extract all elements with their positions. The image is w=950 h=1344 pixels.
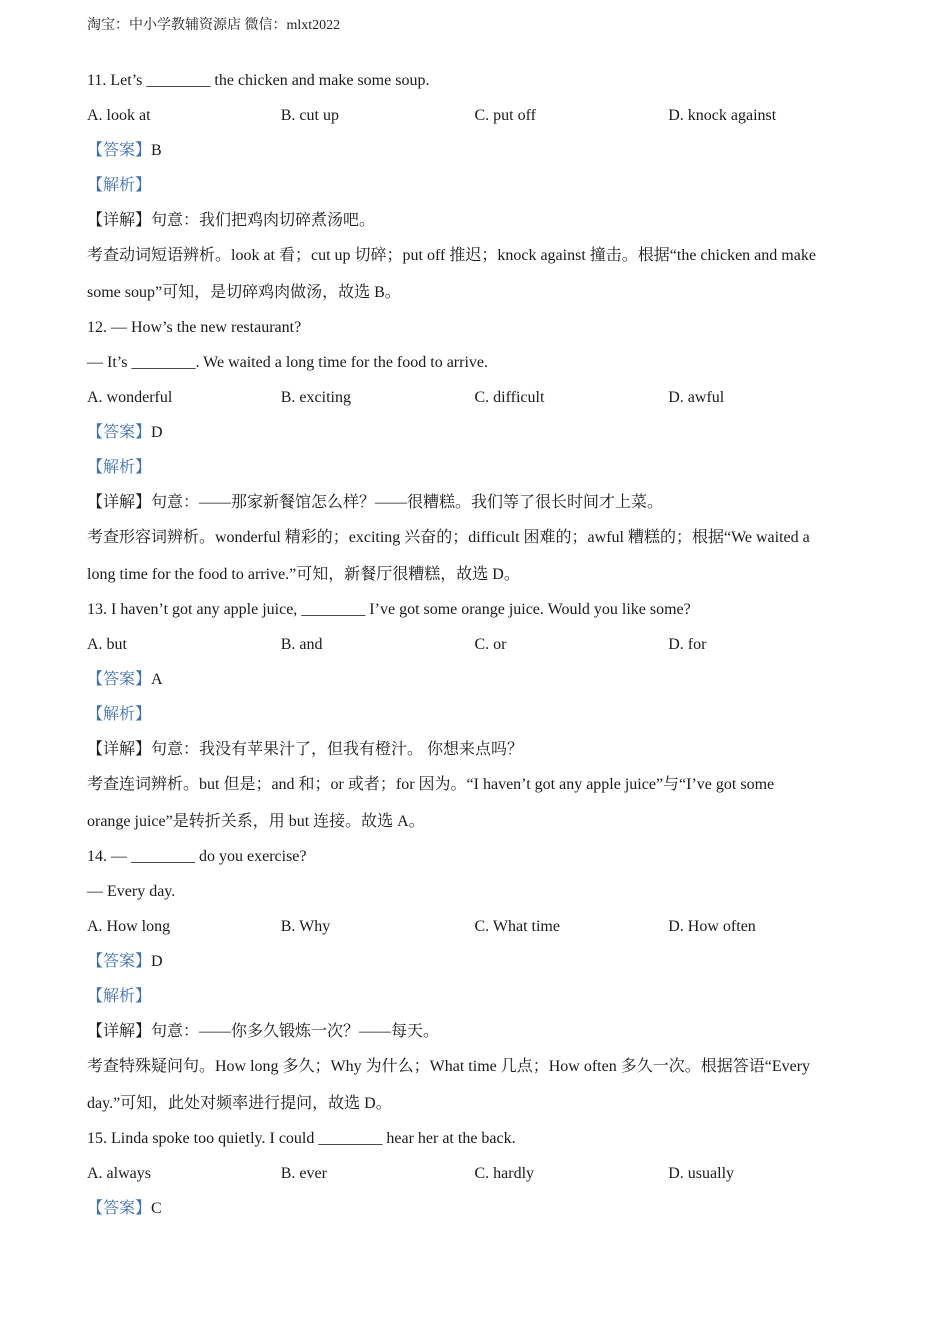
explain-line: 考查特殊疑问句。How long 多久；Why 为什么；What time 几点；How often 多久一次。根据答语“Every: [87, 1058, 811, 1075]
options-row: [87, 917, 862, 937]
option-b: B. Why: [280, 918, 331, 935]
option-c: C. hardly: [474, 1165, 535, 1182]
option-d: D. knock against: [668, 107, 777, 124]
analysis-tag: 【解析】: [87, 988, 152, 1005]
option-b: B. and: [280, 636, 323, 653]
analysis-line: [87, 705, 862, 725]
option-b: B. ever: [280, 1165, 327, 1182]
answer-value: D: [151, 424, 163, 441]
analysis-line: [87, 458, 862, 478]
options-row: [87, 388, 862, 408]
analysis-tag: 【解析】: [87, 177, 152, 194]
option-c: C. What time: [474, 918, 560, 935]
question-stem: 13. I haven’t got any apple juice, ________ I’ve got some orange juice. Would you like some?: [87, 601, 691, 618]
option-a: A. How long: [87, 918, 171, 935]
question-stem: 12. — How’s the new restaurant?: [87, 319, 302, 336]
answer-tag: 【答案】: [87, 953, 152, 970]
analysis-line: [87, 987, 862, 1007]
detail-line: 【详解】句意：——你多久锻炼一次？——每天。: [87, 1023, 440, 1040]
option-a: A. always: [87, 1165, 151, 1182]
answer-line: [87, 141, 862, 161]
question-stem: 11. Let’s ________ the chicken and make some soup.: [87, 72, 430, 89]
options-row: [87, 106, 862, 126]
option-d: D. awful: [668, 389, 725, 406]
answer-line: [87, 1199, 862, 1219]
option-d: D. How often: [668, 918, 756, 935]
answer-value: A: [151, 671, 163, 688]
option-b: B. cut up: [280, 107, 339, 124]
question-stem: — It’s ________. We waited a long time for the food to arrive.: [87, 354, 488, 371]
option-a: A. but: [87, 636, 127, 653]
question-stem: 14. — ________ do you exercise?: [87, 848, 307, 865]
explain-line: long time for the food to arrive.”可知，新餐厅很糟糕，故选 D。: [87, 566, 520, 583]
detail-line: 【详解】句意：——那家新餐馆怎么样？——很糟糕。我们等了很长时间才上菜。: [87, 494, 664, 511]
answer-value: B: [151, 142, 162, 159]
options-row: [87, 1164, 862, 1184]
explain-line: day.”可知，此处对频率进行提问，故选 D。: [87, 1095, 392, 1112]
answer-line: [87, 952, 862, 972]
analysis-tag: 【解析】: [87, 459, 152, 476]
question-stem: 15. Linda spoke too quietly. I could ________ hear her at the back.: [87, 1130, 516, 1147]
option-b: B. exciting: [280, 389, 351, 406]
answer-value: C: [151, 1200, 162, 1217]
option-d: D. for: [668, 636, 707, 653]
option-a: A. look at: [87, 107, 151, 124]
answer-line: [87, 670, 862, 690]
answer-tag: 【答案】: [87, 1200, 152, 1217]
explain-line: 考查形容词辨析。wonderful 精彩的；exciting 兴奋的；difficult 困难的；awful 糟糕的；根据“We waited a: [87, 529, 810, 546]
answer-value: D: [151, 953, 163, 970]
option-c: C. or: [474, 636, 507, 653]
answer-tag: 【答案】: [87, 424, 152, 441]
option-c: C. difficult: [474, 389, 545, 406]
answer-line: [87, 423, 862, 443]
question-list: [87, 71, 862, 1234]
explain-line: 考查动词短语辨析。look at 看；cut up 切碎；put off 推迟；knock against 撞击。根据“the chicken and make: [87, 247, 816, 264]
detail-line: 【详解】句意：我们把鸡肉切碎煮汤吧。: [87, 212, 376, 229]
options-row: [87, 635, 862, 655]
explain-line: orange juice”是转折关系，用 but 连接。故选 A。: [87, 813, 425, 830]
analysis-line: [87, 176, 862, 196]
answer-tag: 【答案】: [87, 671, 152, 688]
explain-line: some soup”可知，是切碎鸡肉做汤，故选 B。: [87, 284, 401, 301]
explain-line: 考查连词辨析。but 但是；and 和；or 或者；for 因为。“I haven’t got any apple juice”与“I’ve got some: [87, 776, 775, 793]
page-header: 淘宝：中小学教辅资源店 微信：mlxt2022: [87, 18, 341, 33]
option-a: A. wonderful: [87, 389, 173, 406]
option-d: D. usually: [668, 1165, 735, 1182]
question-stem: — Every day.: [87, 883, 176, 900]
option-c: C. put off: [474, 107, 536, 124]
analysis-tag: 【解析】: [87, 706, 152, 723]
answer-tag: 【答案】: [87, 142, 152, 159]
detail-line: 【详解】句意：我没有苹果汁了，但我有橙汁。 你想来点吗？: [87, 741, 524, 758]
